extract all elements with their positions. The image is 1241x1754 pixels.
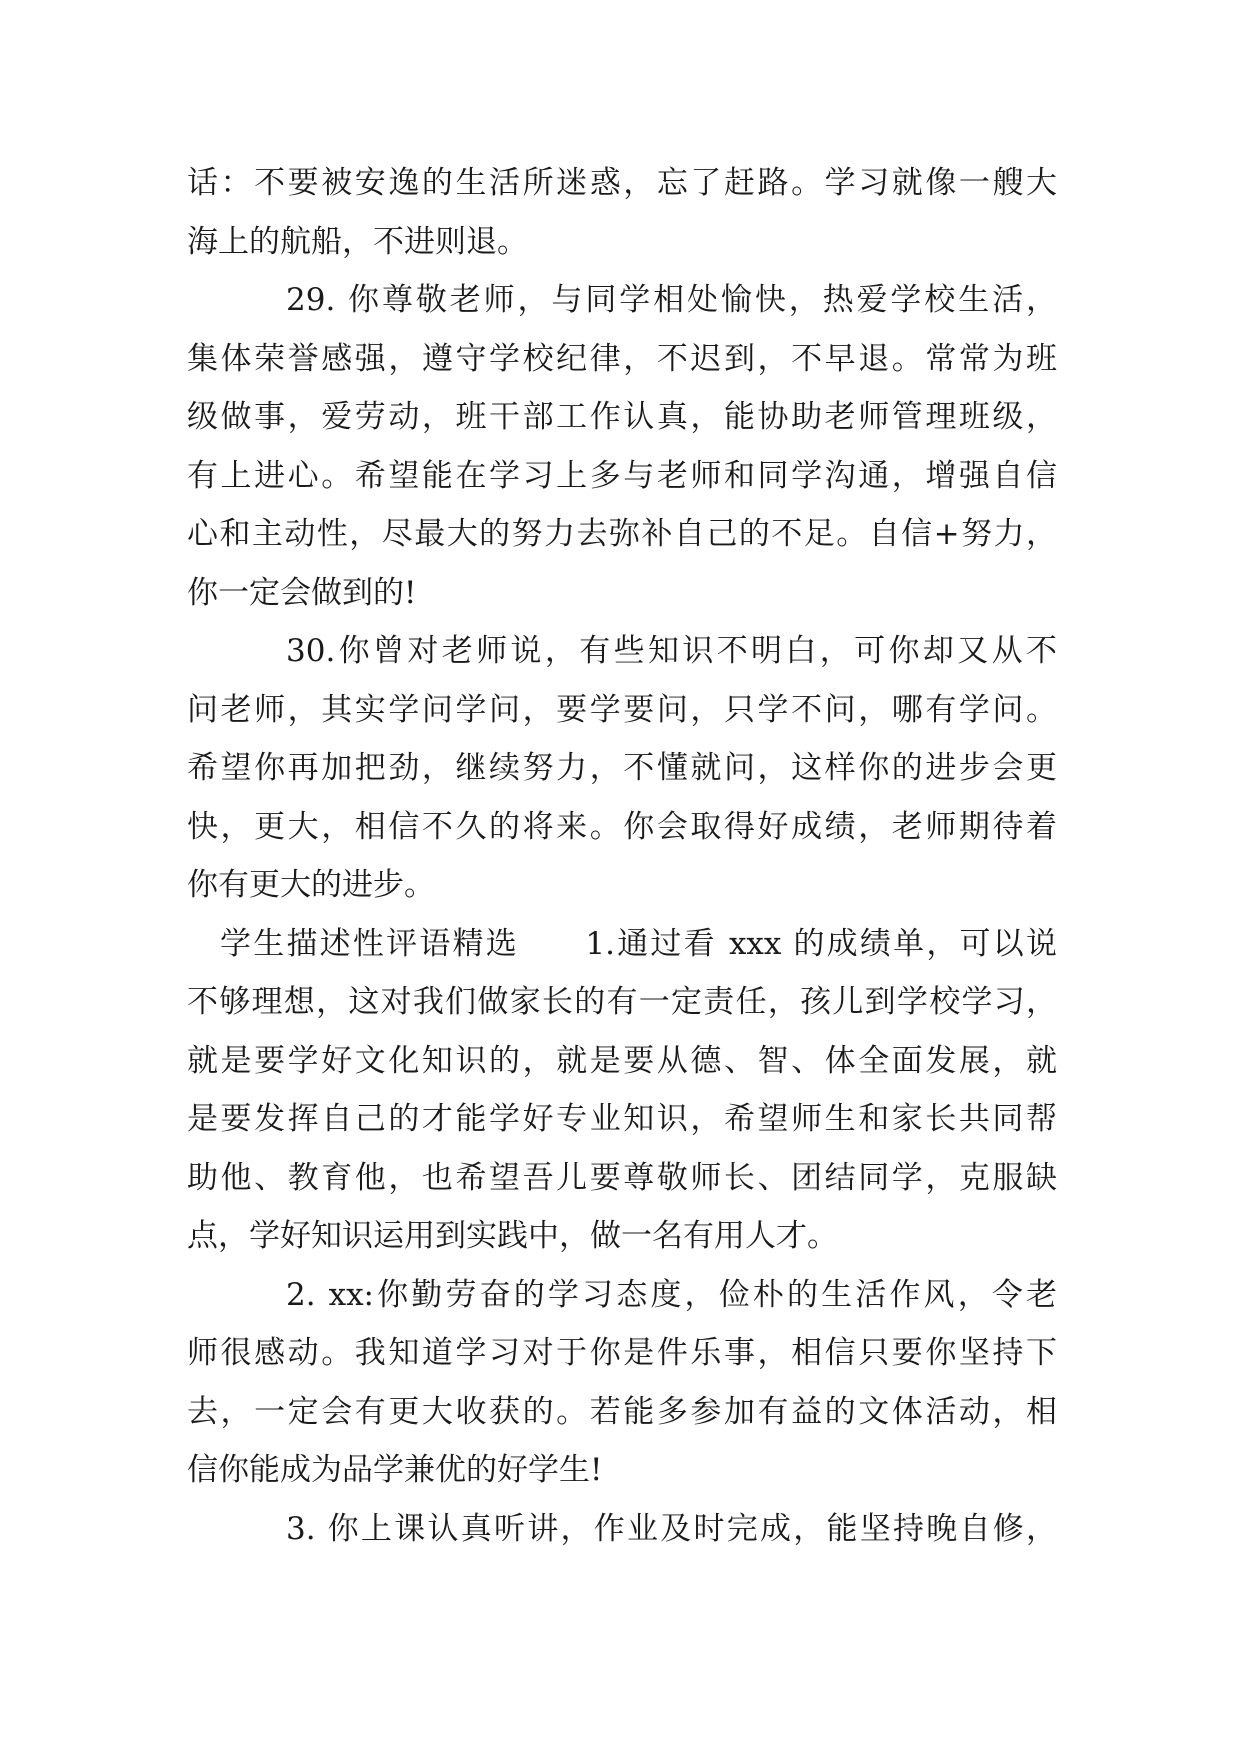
text-line: 你一定会做到的! <box>187 574 417 611</box>
text-line: 学生描述性评语精选 1.通过看 xxx 的成绩单，可以说 <box>220 925 1057 962</box>
text-line: 你有更大的进步。 <box>187 867 435 903</box>
text-line: 级做事，爱劳动，班干部工作认真，能协助老师管理班级， <box>187 399 1057 435</box>
text-line: 点，学好知识运用到实践中，做一名有用人才。 <box>187 1218 838 1254</box>
document-body <box>187 154 1057 1558</box>
text-line: 不够理想，这对我们做家长的有一定责任，孩儿到学校学习， <box>187 984 1057 1020</box>
text-line: 29. 你尊敬老师，与同学相处愉快，热爱学校生活， <box>286 282 1057 318</box>
text-line: 心和主动性，尽最大的努力去弥补自己的不足。自信+努力， <box>187 516 1057 552</box>
text-line: 3. 你上课认真听讲，作业及时完成，能坚持晚自修， <box>286 1510 1057 1547</box>
text-line: 就是要学好文化知识的，就是要从德、智、体全面发展，就 <box>187 1042 1057 1079</box>
text-line: 海上的航船，不进则退。 <box>187 223 528 260</box>
text-line: 有上进心。希望能在学习上多与老师和同学沟通，增强自信 <box>187 457 1057 494</box>
text-line: 是要发挥自己的才能学好专业知识，希望师生和家长共同帮 <box>187 1101 1057 1137</box>
text-line: 30.你曾对老师说，有些知识不明白，可你却又从不 <box>286 633 1057 669</box>
text-line: 快，更大，相信不久的将来。你会取得好成绩，老师期待着 <box>187 808 1057 845</box>
text-line: 师很感动。我知道学习对于你是件乐事，相信只要你坚持下 <box>187 1335 1057 1371</box>
text-line: 希望你再加把劲，继续努力，不懂就问，这样你的进步会更 <box>187 750 1057 786</box>
text-line: 问老师，其实学问学问，要学要问，只学不问，哪有学问。 <box>187 691 1057 728</box>
text-line: 话：不要被安逸的生活所迷惑，忘了赶路。学习就像一艘大 <box>187 165 1057 201</box>
text-line: 信你能成为品学兼优的好学生! <box>187 1452 603 1488</box>
text-line: 集体荣誉感强，遵守学校纪律，不迟到，不早退。常常为班 <box>187 340 1057 377</box>
text-line: 2. xx:你勤劳奋的学习态度，俭朴的生活作风，令老 <box>286 1276 1057 1313</box>
text-line: 去，一定会有更大收获的。若能多参加有益的文体活动，相 <box>187 1393 1057 1430</box>
text-line: 助他、教育他，也希望吾儿要尊敬师长、团结同学，克服缺 <box>187 1159 1057 1196</box>
